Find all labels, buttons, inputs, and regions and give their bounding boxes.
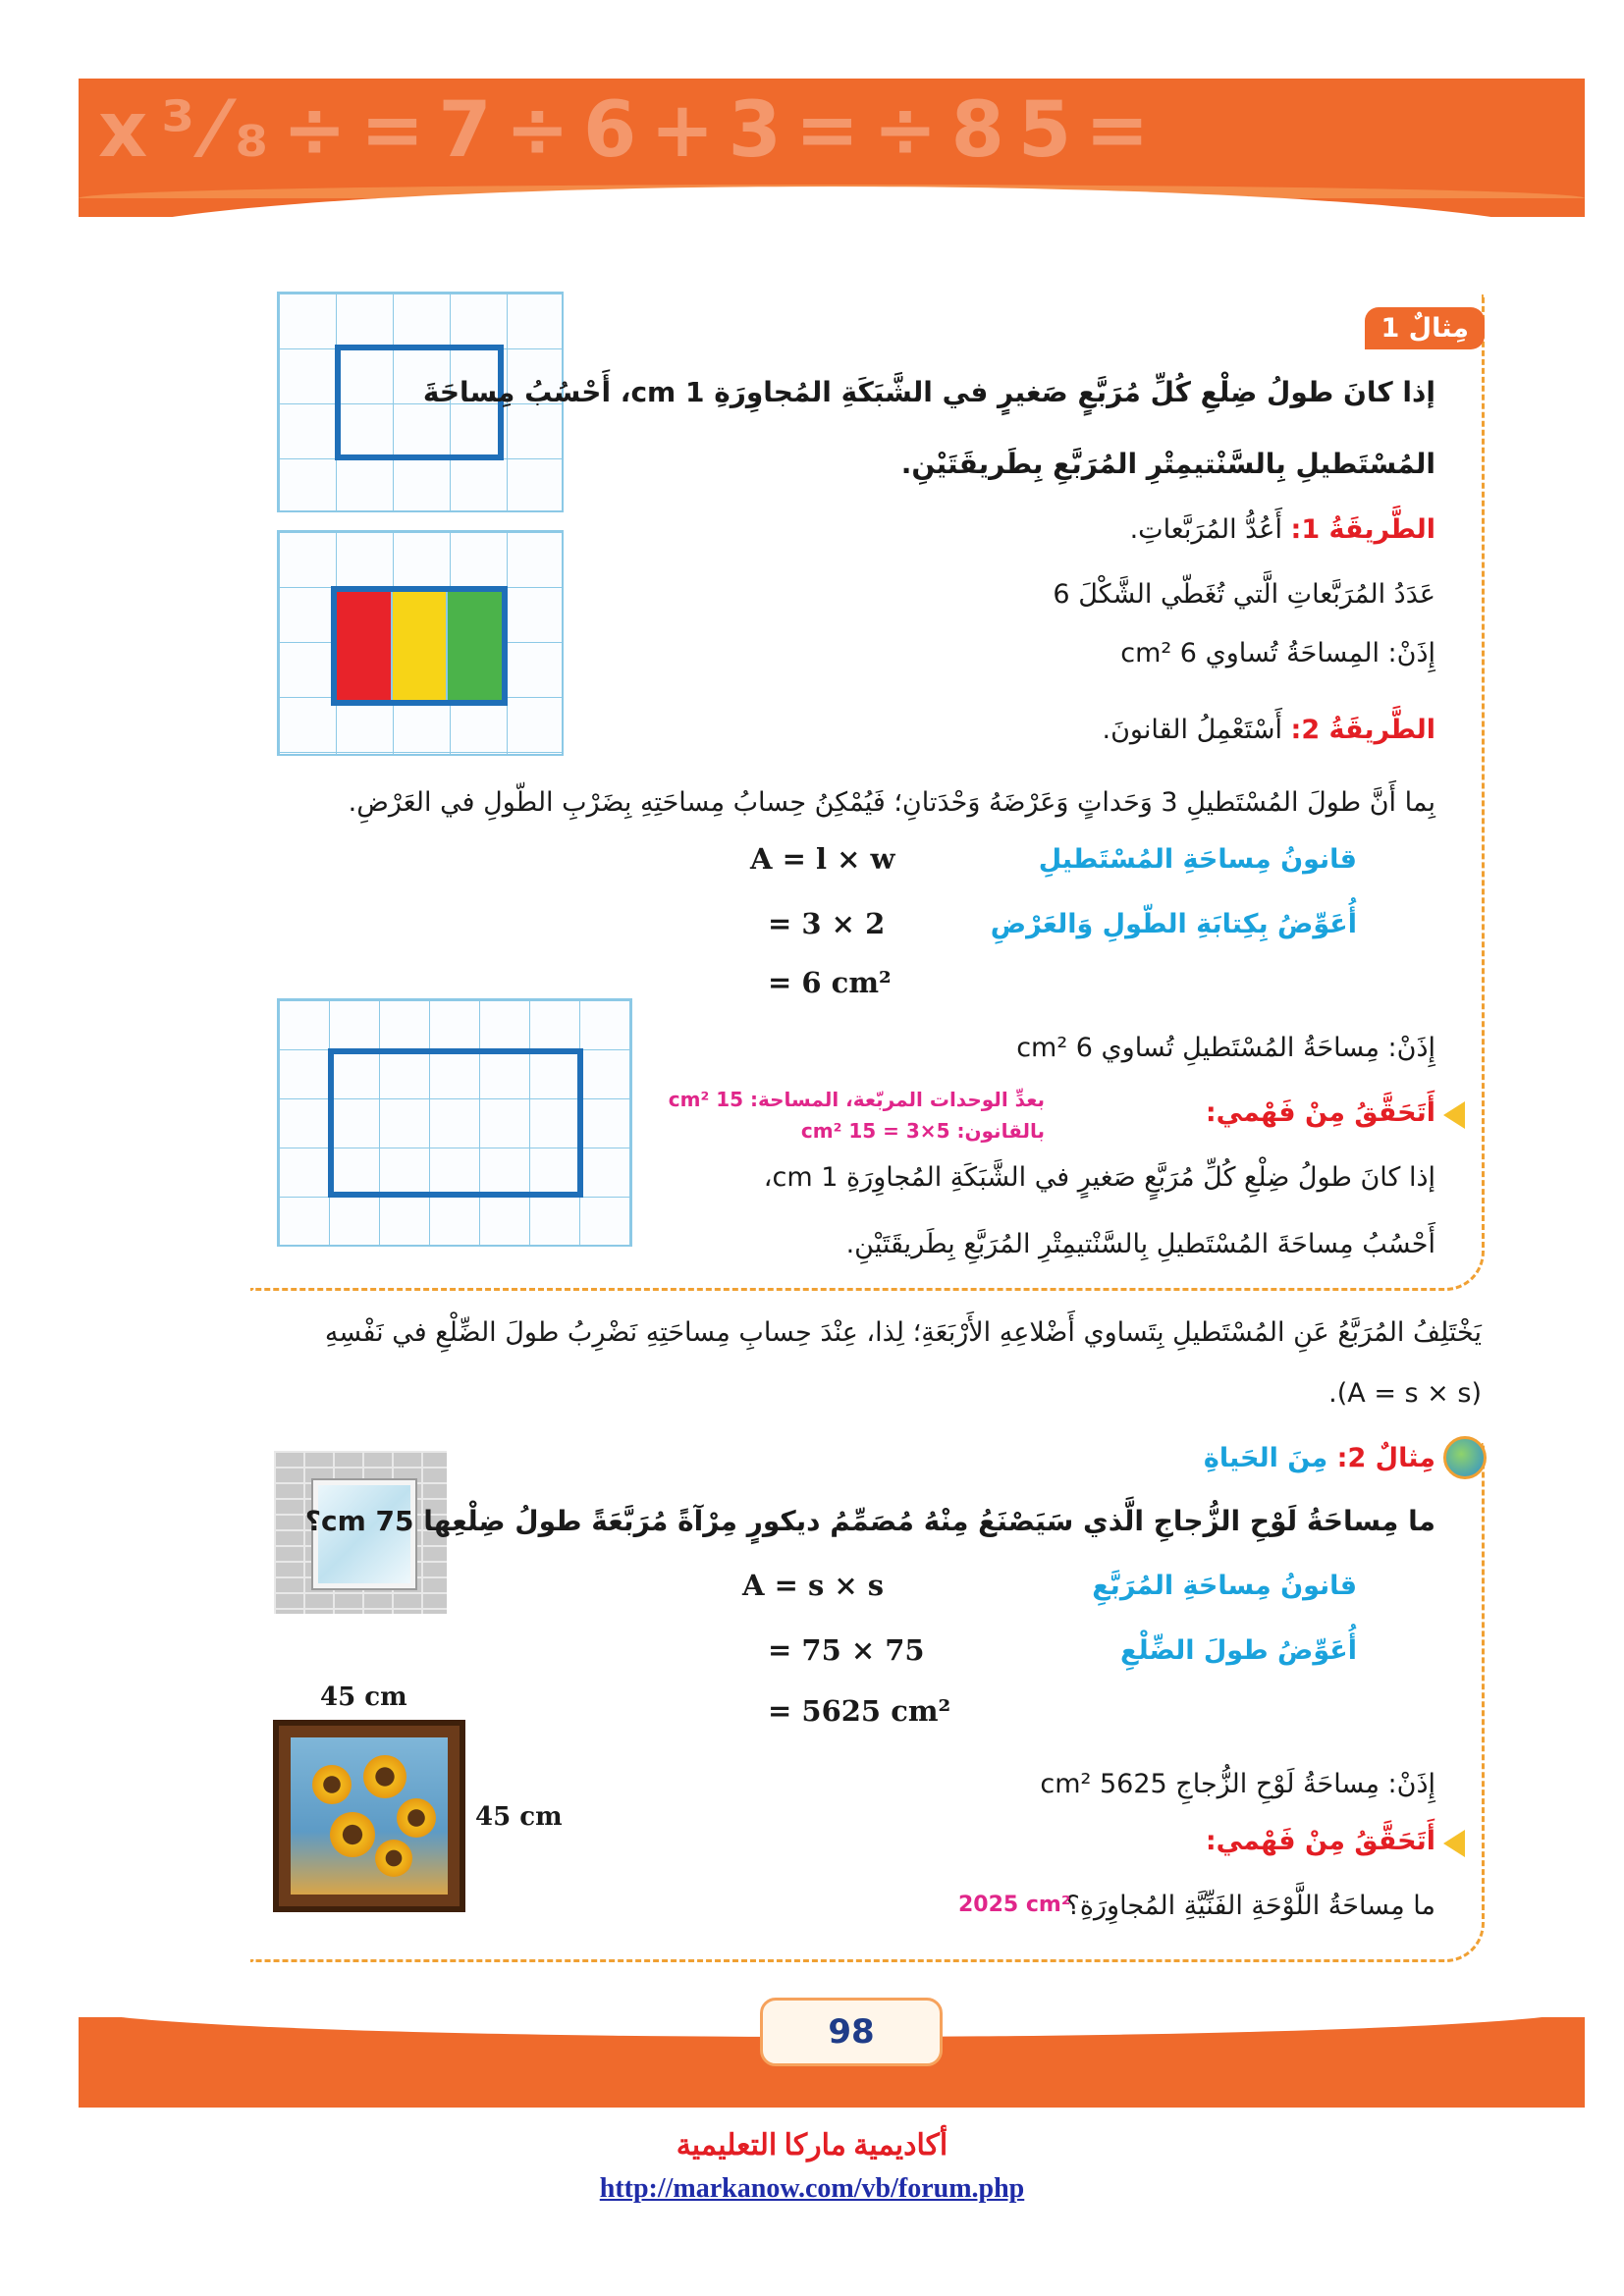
rect-substitute-label: أُعَوِّضُ بِكِتابَةِ الطّولِ وَالعَرْضِ [990,909,1357,939]
method-1-text: أَعُدُّ المُرَبَّعاتِ. [1129,514,1282,545]
rectangle-5x3 [328,1048,583,1198]
square-conclusion: إِذَنْ: مِساحَةُ لَوْحِ الزُّجاجِ 5625 cm² [1040,1769,1435,1799]
example-1-problem-line-2: المُسْتَطيلِ بِالسَّنْتيمِتْرِ المُرَبَّعِ بِطَريقَتَيْنِ. [900,448,1435,480]
method-2-text: أَسْتَعْمِلُ القانونَ. [1102,715,1282,745]
yellow-square [393,592,449,700]
green-square [448,592,502,700]
area-line: إِذَنْ: المِساحَةُ تُساوي 6 cm² [1120,638,1435,668]
globe-icon [1443,1436,1487,1479]
check-1-answer-2: بالقانون: 5×3 = 15 cm² [800,1119,1045,1143]
painting-height-label: 45 cm [475,1802,563,1832]
example-1-problem-line-1: إذا كانَ طولُ ضِلْعِ كُلِّ مُرَبَّعٍ صَغيرٍ في الشَّبَكَةِ المُجاوِرَةِ 1 cm، أَحْسُبُ مِساحَةَ [422,376,1435,408]
check-arrow-icon [1443,1101,1465,1129]
sunflower-shape [312,1765,352,1804]
method-1-label: الطَّريقَةُ 1: [1290,514,1435,545]
rect-step-2: = 3 × 2 [768,907,886,940]
count-line: عَدَدُ المُرَبَّعاتِ الَّتي تُغَطّي الشَّكْلَ 6 [1053,579,1435,610]
rect-conclusion: إِذَنْ: مِساحَةُ المُسْتَطيلِ تُساوي 6 cm² [1016,1033,1435,1063]
square-note-line-2: (A = s × s). [1328,1378,1482,1409]
check-1-label: أَتَحَقَّقُ مِنْ فَهْمي: [1205,1097,1435,1128]
square-formula-label: قانونُ مِساحَةِ المُرَبَّعِ [1092,1571,1357,1601]
check-1-question-2: أَحْسُبُ مِساحَةَ المُسْتَطيلِ بِالسَّنْتيمِتْرِ المُرَبَّعِ بِطَريقَتَيْنِ. [845,1229,1435,1259]
check-1-question-1: إذا كانَ طولُ ضِلْعِ كُلِّ مُرَبَّعٍ صَغيرٍ في الشَّبَكَةِ المُجاوِرَةِ 1 cm، [763,1162,1435,1193]
page-number: 98 [760,1998,943,2066]
colored-rectangle [331,586,508,706]
grid-figure-2 [277,530,564,756]
method-2-label: الطَّريقَةُ 2: [1290,715,1435,745]
academy-credit: أكاديمية ماركا التعليمية [676,2129,948,2162]
method-2-line [1103,713,1435,747]
check-2-question: ما مِساحَةُ اللَّوْحَةِ الفَنِّيَّةِ المُجاوِرَةِ؟ [1065,1891,1435,1921]
square-substitute-label: أُعَوِّضُ طولَ الضِّلْعِ [1120,1635,1357,1666]
rect-step-3: = 6 cm² [768,966,892,999]
rect-step-1: A = l × w [750,842,895,876]
example-2-heading [1204,1443,1435,1473]
sunflower-shape [375,1840,412,1877]
reason-line: بِما أَنَّ طولَ المُسْتَطيلِ 3 وَحَداتٍ وَعَرْضَهُ وَحْدَتانِ؛ فَيُمْكِنُ حِسابُ مِساحَتِهِ بِضَرْبِ الطّولِ في العَرْضِ. [348,787,1435,818]
sunflower-shape [330,1812,375,1857]
sunflower-shape [397,1798,436,1838]
red-square [337,592,393,700]
check-arrow-icon [1443,1830,1465,1857]
square-note-line-1: يَخْتَلِفُ المُرَبَّعُ عَنِ المُسْتَطيلِ بِتَساوي أَضْلاعِهِ الأَرْبَعَةِ؛ لِذا، عِنْدَ حِسابِ مِساحَتِهِ نَضْرِبُ طولَ الضِّلْعِ في نَفْسِهِ [324,1317,1482,1348]
example-2-tag: مِثالٌ 2: [1336,1443,1435,1473]
footer-link-wrap [0,2173,1624,2205]
example-2-problem: ما مِساحَةُ لَوْحِ الزُّجاجِ الَّذي سَيَصْنَعُ مِنْهُ مُصَمِّمُ ديكورٍ مِرْآةً مُرَبَّعَةً طولُ ضِلْعِها 75 cm؟ [304,1505,1435,1537]
forum-link[interactable]: http://markanow.com/vb/forum.php [599,2173,1025,2204]
square-step-2: = 75 × 75 [768,1633,925,1667]
sunflower-painting-image [273,1720,465,1912]
check-1-answer-1: بعدِّ الوحدات المربّعة، المساحة: 15 cm² [668,1088,1045,1111]
square-step-1: A = s × s [742,1569,885,1602]
sunflower-shape [363,1755,406,1798]
rect-formula-label: قانونُ مِساحَةِ المُسْتَطيلِ [1038,844,1357,875]
painting-canvas [291,1737,448,1895]
check-2-answer: 2025 cm² [958,1893,1071,1917]
painting-width-label: 45 cm [320,1682,407,1712]
header-math-decoration: x³⁄₈÷=7÷6+3=÷85= [98,86,1164,175]
example-1-tag: مِثالٌ 1 [1365,307,1485,349]
check-2-label: أَتَحَقَّقُ مِنْ فَهْمي: [1205,1826,1435,1856]
example-2-tag-sub: مِنَ الحَياةِ [1203,1443,1328,1473]
grid-figure-3 [277,998,632,1247]
square-step-3: = 5625 cm² [768,1694,951,1728]
method-1-line [1130,512,1435,547]
